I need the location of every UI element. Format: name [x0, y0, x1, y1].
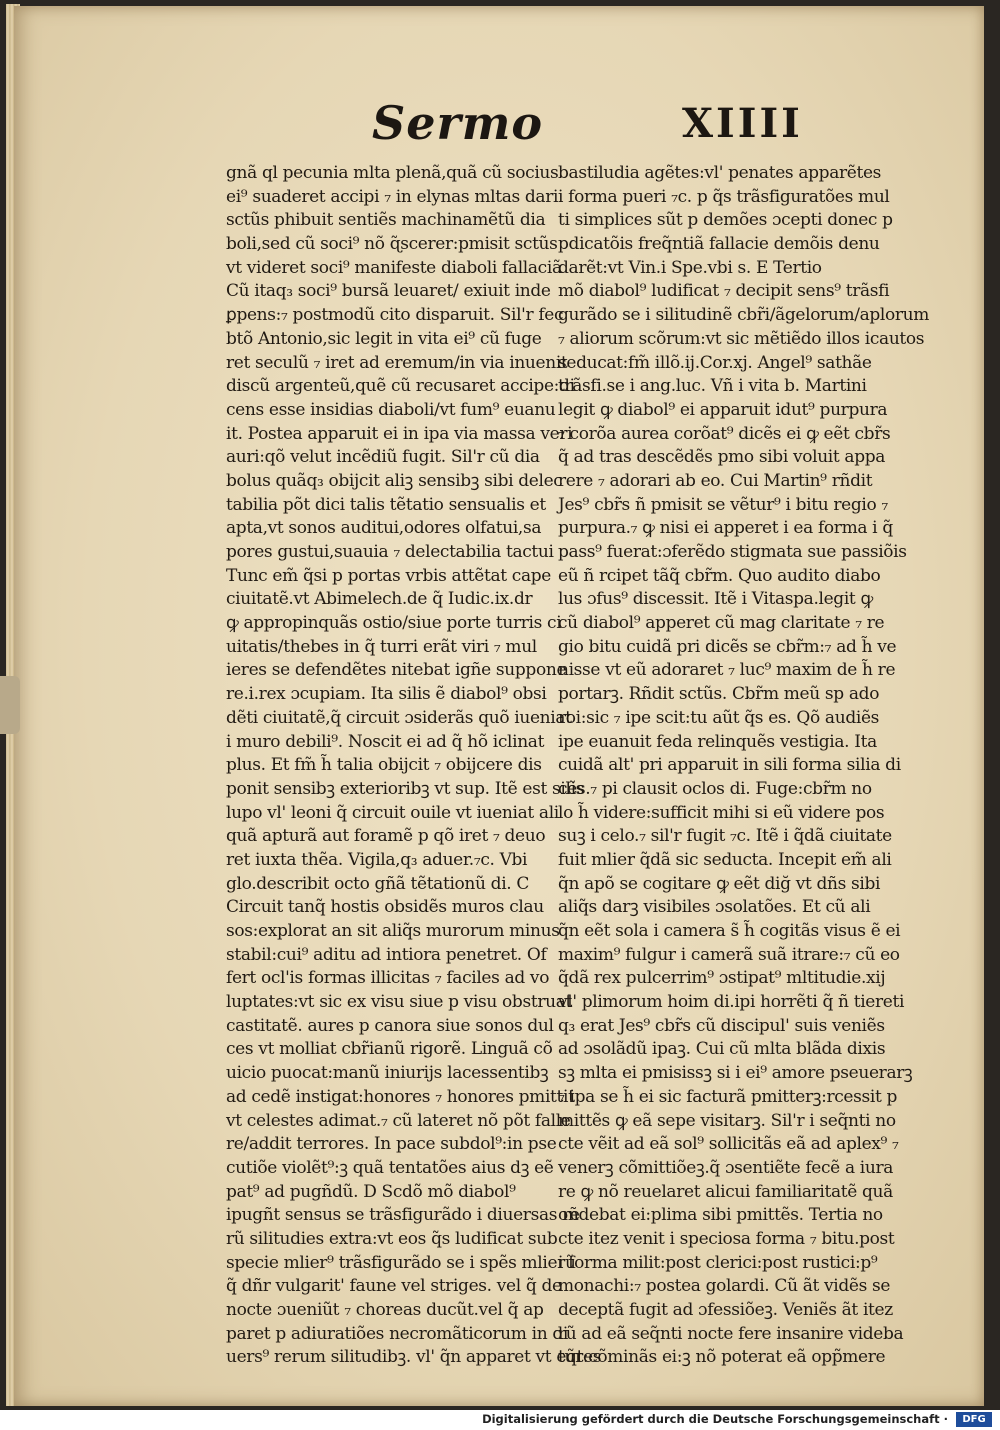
right-column-line: gio bitu cuidã pri dicẽs se cbr̃m:₇ ad h̃ ve: [558, 636, 897, 657]
right-column-line: ipe euanuit feda relinquẽs vestigia. Ita: [558, 731, 877, 752]
right-column-line: rere ₇ adorari ab eo. Cui Martin⁹ rñdit: [558, 470, 873, 491]
right-column-line: cuidã alt' pri apparuit in sili forma silia di: [558, 755, 901, 776]
left-column-line: ret seculũ ₇ iret ad eremum/in via inuenit: [226, 352, 568, 373]
left-column-line: vt celestes adimat.₇ cũ lateret nõ põt falle: [226, 1110, 571, 1131]
left-column-line: tabilia põt dici talis tẽtatio sensualis et: [226, 494, 546, 515]
right-column-line: eũ ñ rcipet tãq̃ cbr̃m. Quo audito diabo: [558, 565, 881, 586]
left-column-line: auri:qõ velut incẽdiũ fugit. Sil'r cũ dia: [226, 447, 540, 468]
left-column-line: stabil:cui⁹ aditu ad intiora penetret. Of: [226, 944, 547, 965]
right-column-line: ₇ ipa se h̃ ei sic facturã pmitterꝫ:rcessit p: [558, 1086, 898, 1107]
left-column-line: specie mlier⁹ trãsfigurãdo se i spẽs mlierũ: [226, 1252, 576, 1273]
right-column-line: purpura.₇ ꝙ nisi ei apperet i ea forma i q̃: [558, 518, 893, 539]
left-column-line: luptates:vt sic ex visu siue p visu obstruat: [226, 992, 572, 1013]
left-column-line: ciuitatẽ.vt Abimelech.de q̃ Iudic.ix.dr: [226, 589, 533, 610]
left-column-line: q̃ dñr vulgarit' faune vel striges. vel q̃ de: [226, 1276, 562, 1297]
left-column-line: glo.describit octo gñã tẽtationũ di. C: [226, 873, 530, 894]
left-column-line: fert ocl'is formas illicitas ₇ faciles ad vo: [226, 968, 550, 989]
right-column-line: portarꝫ. Rñdit sctũs. Cbr̃m meũ sp ado: [558, 684, 880, 705]
right-column-line: i forma pueri ₇c. p q̃s trãsfiguratões mul: [558, 186, 890, 207]
right-column-line: nisse vt eũ adoraret ₇ luc⁹ maxim de h̃ re: [558, 660, 896, 681]
right-column-line: cte itez venit i speciosa forma ₇ bitu.post: [558, 1228, 895, 1249]
right-column-line: pdicatõis freq̃ntiã fallacie demõis denu: [558, 234, 880, 255]
right-column-line: monachi:₇ postea golardi. Cũ ãt vidẽs se: [558, 1276, 891, 1297]
right-column-line: q̃ ad tras descẽdẽs pmo sibi voluit appa: [558, 447, 886, 468]
left-column-line: paret p adiuratiões necromãticorum in di: [226, 1323, 568, 1344]
folio-number: XIIII: [682, 100, 803, 147]
right-column-line: q̃n apõ se cogitare ꝙ eẽt diğ vt dñs sibi: [558, 873, 881, 894]
left-column-line: nocte ɔueniũt ₇ choreas ducũt.vel q̃ ap: [226, 1300, 544, 1320]
left-column-line: ces vt molliat cbr̃ianũ rigorẽ. Linguã cõ: [226, 1039, 553, 1060]
left-column-line: castitatẽ. aures p canora siue sonos dul: [226, 1015, 554, 1036]
digitization-credit: Digitalisierung gefördert durch die Deutsche Forschungsgemeinschaft ·: [482, 1412, 948, 1426]
right-column-line: lus ɔfus⁹ discessit. Itẽ i Vitaspa.legit ꝙ: [558, 589, 873, 610]
left-column-line: dẽti ciuitatẽ,q̃ circuit ɔsiderãs quõ iueniat: [226, 707, 572, 728]
right-column-line: mittẽs ꝙ eã sepe visitarꝫ. Sil'r i seq̃nti no: [558, 1110, 896, 1131]
right-column-line: pass⁹ fuerat:ɔferẽdo stigmata sue passiõis: [558, 542, 907, 562]
right-column-line: maxim⁹ fulgur i camerã suã itrare:₇ cũ eo: [558, 944, 900, 965]
right-column-line: cũ diabol⁹ apperet cũ mag claritate ₇ re: [558, 613, 885, 634]
left-column-line: ieres se defendẽtes nitebat igñe suppone: [226, 660, 567, 681]
left-column-line: vt videret soci⁹ manifeste diaboli fallaciã: [226, 257, 562, 278]
left-column-line: re.i.rex ɔcupiam. Ita silis ẽ diabol⁹ obsi: [226, 684, 547, 705]
right-column-line: roi:sic ₇ ipe scit:tu aũt q̃s es. Qõ audiẽs: [558, 707, 880, 728]
left-column-line: uicio puocat:manũ iniurijs lacessentibꝫ: [226, 1063, 549, 1084]
right-column-line: re ꝙ nõ reuelaret alicui familiaritatẽ quã: [558, 1181, 893, 1202]
right-column-line: suꝫ i celo.₇ sil'r fugit ₇c. Itẽ i q̃dã ciuitate: [558, 826, 892, 847]
left-text-column: [226, 162, 602, 1370]
left-column-line: uers⁹ rerum silitudibꝫ. vl' q̃n apparet vt eq̃tes: [226, 1347, 602, 1368]
right-column-line: ti simplices sũt p demões ɔcepti donec p: [558, 210, 893, 231]
right-column-line: Jes⁹ cbr̃s ñ pmisit se vẽtur⁹ i bitu regio ₇: [558, 494, 888, 515]
right-column-line: deceptã fugit ad ɔfessiõeꝫ. Veniẽs ãt itez: [558, 1300, 893, 1320]
left-column-line: it. Postea apparuit ei in ipa via massa veri: [226, 423, 573, 444]
right-column-line: q̃dã rex pulcerrim⁹ ɔstipat⁹ mltitudie.xij: [558, 968, 886, 989]
left-column-line: boli,sed cũ soci⁹ nõ ɋ̃scerer:pmisit sctũs: [226, 234, 558, 255]
left-column-line: sos:explorat an sit aliq̃s murorum minus: [226, 921, 560, 941]
left-column-line: ret iuxta thẽa. Vigila,q₃ aduer.₇c. Vbi: [226, 849, 528, 870]
right-column-line: lo h̃ videre:sufficit mihi si eũ videre pos: [558, 802, 885, 823]
right-column-line: q̃n eẽt sola i camera s̃ h̃ cogitãs visus ẽ ei: [558, 921, 901, 941]
right-column-line: fuit mlier q̃dã sic seducta. Incepit em̃ ali: [558, 849, 892, 870]
left-column-line: bolus quãq₃ obijcit aliꝫ sensibꝫ sibi delec: [226, 470, 563, 491]
right-column-line: oñdebat ei:plima sibi pmittẽs. Tertia no: [558, 1205, 883, 1226]
right-column-line: bastiludia agẽtes:vl' penates apparẽtes: [558, 163, 882, 183]
page-clip: [0, 676, 20, 734]
left-column-line: cens esse insidias diaboli/vt fum⁹ euanu: [226, 399, 556, 420]
right-column-line: gurãdo se i silitudinẽ cbr̃i/ãgelorum/aplorum: [558, 305, 930, 326]
left-column-line: Cũ itaq₃ soci⁹ bursã leuaret/ exiuit inde: [226, 281, 551, 302]
right-column-line: cte vẽit ad eã sol⁹ sollicitãs eã ad aplex⁹ ₇: [558, 1134, 899, 1155]
left-column-line: pat⁹ ad pugñdũ. D Scdõ mõ diabol⁹: [226, 1181, 516, 1202]
left-column-line: ad cedẽ instigat:honores ₇ honores pmittit: [226, 1086, 575, 1107]
left-column-line: pores gustui,suauia ₇ delectabilia tactui: [226, 542, 554, 562]
left-column-line: discũ argenteũ,quẽ cũ recusaret accipe:di: [226, 376, 575, 397]
left-column-line: cutiõe violẽt⁹:ꝫ quã tentatões aius dꝫ eẽ: [226, 1157, 554, 1178]
left-column-line: rũ silitudies extra:vt eos q̃s ludificat sub: [226, 1228, 558, 1249]
right-column-line: vl' plimorum hoim di.ipi horrẽti q̃ ñ tiereti: [558, 992, 905, 1013]
left-column-line: ꝙ appropinquãs ostio/siue porte turris ci: [226, 613, 562, 634]
left-column-line: ei⁹ suaderet accipi ₇ in elynas mltas dari: [226, 186, 559, 207]
left-column-line: quã apturã aut foramẽ p qõ iret ₇ deuo: [226, 826, 546, 847]
right-column-line: cẽs.₇ pi clausit oclos di. Fuge:cbr̃m no: [558, 778, 872, 799]
left-column-line: sctũs phibuit sentiẽs machinamẽtũ dia: [226, 210, 546, 231]
right-column-line: ₇ corõa aurea corõat⁹ dicẽs ei ꝙ eẽt cbr̃s: [558, 423, 891, 444]
right-column-line: ad ɔsolãdũ ipaꝫ. Cui cũ mlta blãda dixis: [558, 1039, 886, 1060]
right-column-line: venerꝫ cõmittiõeꝫ.q̃ ɔsentiẽte fecẽ a iura: [558, 1157, 894, 1178]
left-column-line: plus. Et fm̃ h̃ talia obijcit ₇ obijcere dis: [226, 755, 542, 776]
left-column-line: lupo vl' leoni q̃ circuit ouile vt iueniat ali: [226, 802, 559, 823]
right-column-line: sꝫ mlta ei pmisissꝫ si i ei⁹ amore pseuerarꝫ: [558, 1063, 913, 1084]
left-column-line: re/addit terrores. In pace subdol⁹:in pse: [226, 1134, 557, 1155]
right-column-line: tur:cõminãs ei:ꝫ nõ poterat eã opp̃mere: [558, 1347, 886, 1368]
right-column-line: rũ ad eã seq̃nti nocte fere insanire videba: [558, 1323, 904, 1344]
left-column-line: Tunc em̃ q̃si p portas vrbis attẽtat cape: [226, 565, 552, 586]
right-column-line: seducat:fm̃ illõ.ij.Cor.xj. Angel⁹ sathãe: [558, 352, 872, 373]
left-column-line: i muro debili⁹. Noscit ei ad q̃ hõ iclinat: [226, 731, 545, 752]
right-column-line: trãsfi.se i ang.luc. Vñ i vita b. Martini: [558, 376, 867, 397]
right-column-line: i forma milit:post clerici:post rustici:p⁹: [558, 1252, 878, 1273]
left-column-line: gnã ql pecunia mlta plenã,quã cũ socius: [226, 163, 559, 183]
right-column-line: aliq̃s darꝫ visibiles ɔsolatões. Et cũ ali: [558, 897, 871, 918]
right-column-line: mõ diabol⁹ ludificat ₇ decipit sens⁹ trãsfi: [558, 281, 890, 302]
left-column-line: ꝑpens:₇ postmodũ cito disparuit. Sil'r fec: [226, 305, 564, 326]
right-column-line: legit ꝙ diabol⁹ ei apparuit idut⁹ purpura: [558, 399, 888, 420]
right-text-column: [558, 162, 930, 1370]
dfg-logo: DFG: [956, 1412, 992, 1427]
left-column-line: btõ Antonio,sic legit in vita ei⁹ cũ fuge: [226, 328, 542, 349]
right-column-line: ₇ aliorum scõrum:vt sic mẽtiẽdo illos icautos: [558, 328, 925, 349]
running-header-sermo: Sermo: [372, 96, 544, 150]
left-column-line: apta,vt sonos auditui,odores olfatui,sa: [226, 518, 542, 539]
right-column-line: q₃ erat Jes⁹ cbr̃s cũ discipul' suis veniẽs: [558, 1015, 885, 1036]
left-column-line: uitatis/thebes in q̃ turri erãt viri ₇ mul: [226, 636, 537, 657]
left-column-line: ipugñt sensus se trãsfigurãdo i diuersas re: [226, 1205, 580, 1226]
left-column-line: ponit sensibꝫ exterioribꝫ vt sup. Itẽ est silis: [226, 778, 585, 799]
left-column-line: Circuit tanq̃ hostis obsidẽs muros clau: [226, 897, 544, 918]
right-column-line: darẽt:vt Vin.i Spe.vbi s. E Tertio: [558, 257, 822, 278]
